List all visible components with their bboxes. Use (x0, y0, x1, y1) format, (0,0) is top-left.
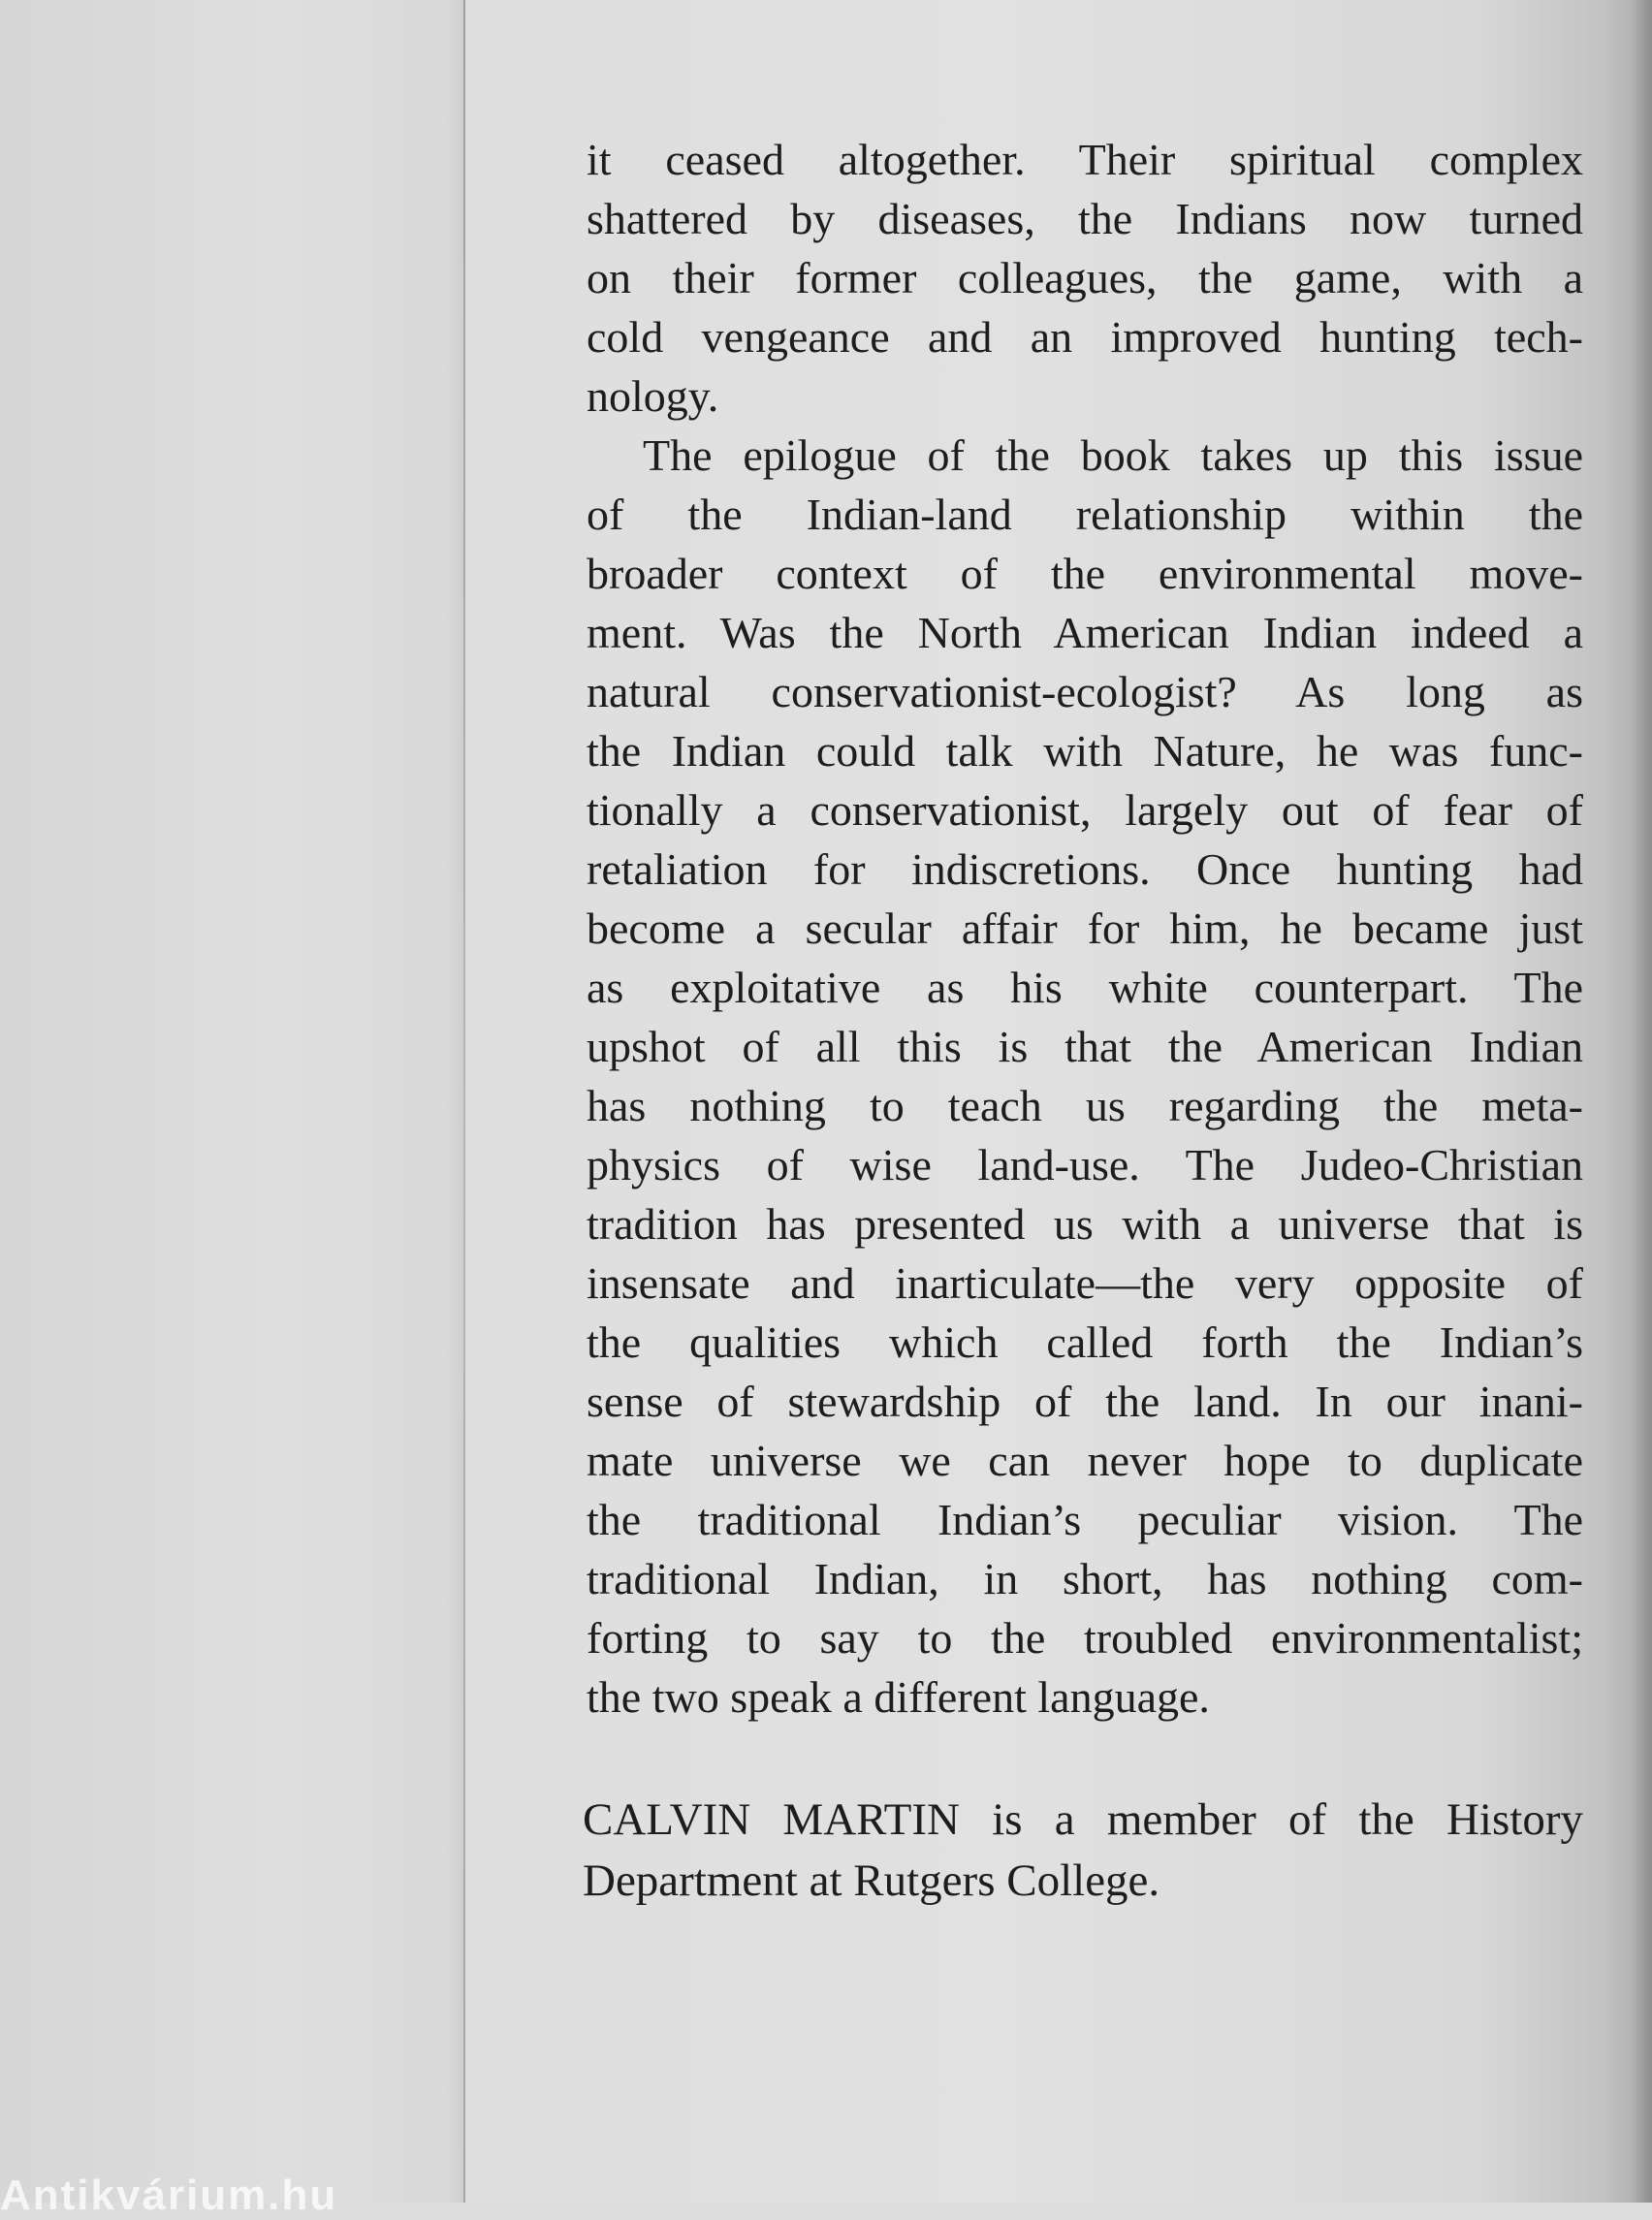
text-line: broader context of the environmental move- (587, 549, 1583, 598)
text-line: has nothing to teach us regarding the meta- (587, 1081, 1583, 1130)
author-bio (583, 1790, 1583, 1912)
watermark: Antikvárium.hu (0, 2172, 338, 2219)
body-text (587, 130, 1583, 1727)
text-line: cold vengeance and an improved hunting tech- (587, 312, 1583, 362)
text-line: tradition has presented us with a universe that is (587, 1199, 1583, 1249)
page-edge-shadow (1631, 0, 1652, 2203)
text-line: the Indian could talk with Nature, he was func- (587, 726, 1583, 776)
text-line: tionally a conservationist, largely out of fear of (587, 785, 1583, 835)
text-line: mate universe we can never hope to duplicate (587, 1436, 1583, 1485)
text-line: physics of wise land-use. The Judeo-Christian (587, 1140, 1583, 1189)
text-line: become a secular affair for him, he became just (587, 904, 1583, 953)
text-line: nology. (587, 371, 719, 421)
text-line: as exploitative as his white counterpart. The (587, 963, 1583, 1012)
text-line: ment. Was the North American Indian indeed a (587, 608, 1583, 657)
text-line: shattered by diseases, the Indians now turned (587, 194, 1583, 243)
text-line: of the Indian-land relationship within the (587, 490, 1583, 539)
text-line: retaliation for indiscretions. Once hunting had (587, 844, 1583, 894)
author-bio-line: Department at Rutgers College. (583, 1855, 1160, 1906)
text-line: traditional Indian, in short, has nothing com- (587, 1554, 1583, 1603)
left-page (0, 0, 463, 2203)
text-line: forting to say to the troubled environmentalist; (587, 1613, 1583, 1663)
text-line: it ceased altogether. Their spiritual complex (587, 135, 1583, 184)
text-line: the two speak a different language. (587, 1672, 1210, 1722)
text-line: on their former colleagues, the game, with a (587, 253, 1583, 302)
text-line: The epilogue of the book takes up this issue (643, 430, 1583, 480)
text-line: sense of stewardship of the land. In our inani- (587, 1377, 1583, 1426)
text-line: insensate and inarticulate—the very opposite of (587, 1258, 1583, 1308)
text-line: upshot of all this is that the American Indian (587, 1022, 1583, 1071)
text-line: the traditional Indian’s peculiar vision. The (587, 1495, 1583, 1544)
author-bio-line: CALVIN MARTIN is a member of the History (583, 1794, 1583, 1845)
text-line: the qualities which called forth the Indian’s (587, 1317, 1583, 1367)
page-fold-shadow (448, 0, 463, 2203)
text-line: natural conservationist-ecologist? As long as (587, 667, 1583, 716)
